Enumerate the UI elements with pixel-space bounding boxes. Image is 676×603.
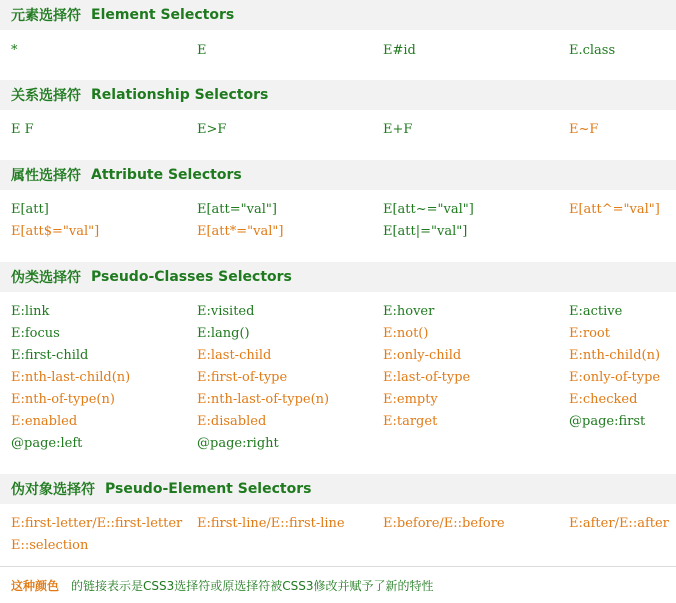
- section-header: [0, 262, 676, 292]
- selector-grid: [0, 110, 676, 141]
- selector-link[interactable]: @page:right: [197, 436, 279, 451]
- selector-grid: [0, 190, 676, 243]
- selector-link[interactable]: E[att="val"]: [197, 202, 277, 217]
- selector-link[interactable]: E:last-of-type: [383, 370, 471, 385]
- selector-link[interactable]: E:visited: [197, 304, 255, 319]
- section-title-en: Element Selectors: [91, 7, 235, 23]
- selector-link[interactable]: *: [11, 43, 18, 58]
- selector-link[interactable]: E:nth-last-child(n): [11, 370, 131, 385]
- selector-link[interactable]: E~F: [569, 122, 599, 137]
- legend-color-sample: 这种颜色: [11, 578, 60, 593]
- selector-grid: [0, 292, 676, 455]
- selector-link[interactable]: E[att~="val"]: [383, 202, 474, 217]
- section-title-zh: 关系选择符: [11, 88, 81, 104]
- selector-link[interactable]: E:before/E::before: [383, 516, 505, 531]
- selector-link[interactable]: E:first-child: [11, 348, 89, 363]
- legend-note: [0, 566, 676, 603]
- selector-link[interactable]: E>F: [197, 122, 227, 137]
- selector-link[interactable]: E::selection: [11, 538, 89, 553]
- selector-link[interactable]: E:lang(): [197, 326, 250, 341]
- section-element-selectors: [0, 0, 676, 62]
- selector-link[interactable]: E[att$="val"]: [11, 224, 100, 239]
- section-title-en: Pseudo-Classes Selectors: [91, 269, 292, 285]
- selector-link[interactable]: E:nth-last-of-type(n): [197, 392, 330, 407]
- selector-link[interactable]: E:enabled: [11, 414, 78, 429]
- selector-link[interactable]: E:focus: [11, 326, 60, 341]
- section-title-zh: 元素选择符: [11, 8, 81, 24]
- selector-link[interactable]: E:nth-of-type(n): [11, 392, 115, 407]
- selector-link[interactable]: E:not(): [383, 326, 429, 341]
- legend-text: 的链接表示是CSS3选择符或原选择符被CSS3修改并赋予了新的特性: [71, 578, 434, 593]
- section-title-en: Pseudo-Element Selectors: [105, 481, 312, 497]
- selector-link[interactable]: E[att^="val"]: [569, 202, 660, 217]
- selector-link[interactable]: E:first-of-type: [197, 370, 288, 385]
- selector-link[interactable]: E:link: [11, 304, 50, 319]
- selector-link[interactable]: E: [197, 43, 207, 58]
- section-relationship-selectors: [0, 80, 676, 141]
- selector-link[interactable]: E:hover: [383, 304, 435, 319]
- selector-link[interactable]: @page:left: [11, 436, 83, 451]
- selector-link[interactable]: @page:first: [569, 414, 646, 429]
- section-title-en: Relationship Selectors: [91, 87, 269, 103]
- selector-link[interactable]: E:only-child: [383, 348, 462, 363]
- selector-link[interactable]: E:empty: [383, 392, 438, 407]
- selector-link[interactable]: E F: [11, 122, 34, 137]
- selector-link[interactable]: E:after/E::after: [569, 516, 669, 531]
- selector-link[interactable]: E.class: [569, 43, 616, 58]
- section-title-zh: 属性选择符: [11, 168, 81, 184]
- selector-link[interactable]: E:first-line/E::first-line: [197, 516, 345, 531]
- section-header: [0, 0, 676, 30]
- selector-link[interactable]: E:root: [569, 326, 610, 341]
- section-attribute-selectors: [0, 160, 676, 243]
- section-title-zh: 伪类选择符: [11, 270, 81, 286]
- selector-link[interactable]: E+F: [383, 122, 413, 137]
- selector-link[interactable]: E:checked: [569, 392, 638, 407]
- selector-link[interactable]: E:first-letter/E::first-letter: [11, 516, 183, 531]
- section-title-zh: 伪对象选择符: [11, 482, 95, 498]
- selector-grid: [0, 30, 676, 62]
- selector-link[interactable]: E:active: [569, 304, 623, 319]
- selector-link[interactable]: E:target: [383, 414, 438, 429]
- section-pseudo-classes-selectors: [0, 262, 676, 455]
- section-title-en: Attribute Selectors: [91, 167, 242, 183]
- selector-link[interactable]: E[att]: [11, 202, 49, 217]
- section-header: [0, 160, 676, 190]
- selector-grid: [0, 504, 676, 557]
- section-pseudo-element-selectors: [0, 474, 676, 557]
- selector-link[interactable]: E:only-of-type: [569, 370, 661, 385]
- selector-link[interactable]: E[att*="val"]: [197, 224, 284, 239]
- selector-link[interactable]: E:disabled: [197, 414, 267, 429]
- selector-link[interactable]: E:nth-child(n): [569, 348, 661, 363]
- section-header: [0, 80, 676, 110]
- section-header: [0, 474, 676, 504]
- selector-link[interactable]: E:last-child: [197, 348, 272, 363]
- selector-link[interactable]: E#id: [383, 43, 416, 58]
- selector-link[interactable]: E[att|="val"]: [383, 224, 468, 239]
